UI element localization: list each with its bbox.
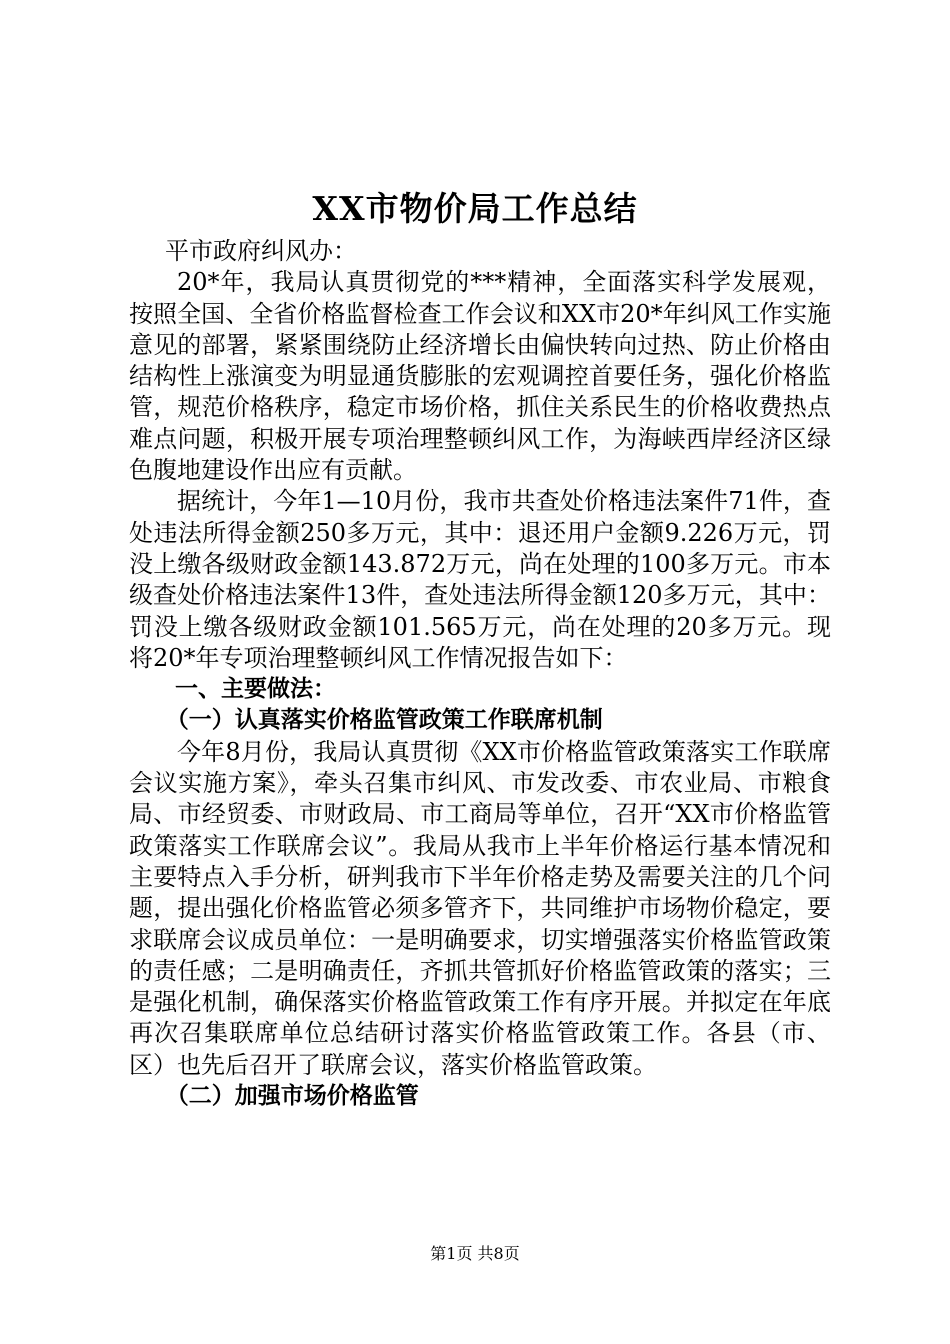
subsection-heading-joint-mechanism: （一）认真落实价格监管政策工作联席机制: [165, 707, 603, 734]
paragraph-statistics: 据统计，今年1—10月份，我市共查处价格违法案件71件，查处违法所得金额250多万元，其中：退还用户金额9.226万元，罚没上缴各级财政金额143.872万元，尚在处理的100多万元。市本级查处价格违法案件13件，查处违法所得金额120多万元，其中：罚没上缴各级财政金额101.565万元，尚在处理的20多万元。现将20*年专项治理整顿纠风工作情况报告如下：: [129, 487, 831, 672]
salutation: 平市政府纠风办：: [165, 237, 357, 265]
page-number-footer: 第1页 共8页: [430, 1244, 520, 1263]
document-body: [129, 236, 831, 1112]
subsection-heading-market-supervision: （二）加强市场价格监管: [165, 1083, 419, 1110]
paragraph-joint-meeting: 今年8月份，我局认真贯彻《XX市价格监管政策落实工作联席会议实施方案》，牵头召集市纠风、市发改委、市农业局、市粮食局、市经贸委、市财政局、市工商局等单位，召开“XX市价格监管政策落实工作联席会议”。我局从我市上半年价格运行基本情况和主要特点入手分析，研判我市下半年价格走势及需要关注的几个问题，提出强化价格监管必须多管齐下，共同维护市场物价稳定，要求联席会议成员单位：一是明确要求，切实增强落实价格监管政策的责任感；二是明确责任，齐抓共管抓好价格监管政策的落实；三是强化机制，确保落实价格监管政策工作有序开展。并拟定在年底再次召集联席单位总结研讨落实价格监管政策工作。各县（市、区）也先后召开了联席会议，落实价格监管政策。: [129, 737, 831, 1079]
section-heading-main-practices: 一、主要做法：: [175, 676, 336, 703]
paragraph-intro: 20*年，我局认真贯彻党的***精神，全面落实科学发展观，按照全国、全省价格监督检查工作会议和XX市20*年纠风工作实施意见的部署，紧紧围绕防止经济增长由偏快转向过热、防止价格由结构性上涨演变为明显通货膨胀的宏观调控首要任务，强化价格监管，规范价格秩序，稳定市场价格，抓住关系民生的价格收费热点难点问题，积极开展专项治理整顿纠风工作，为海峡西岸经济区绿色腹地建设作出应有贡献。: [129, 268, 831, 485]
document-title: XX市物价局工作总结: [312, 189, 638, 228]
